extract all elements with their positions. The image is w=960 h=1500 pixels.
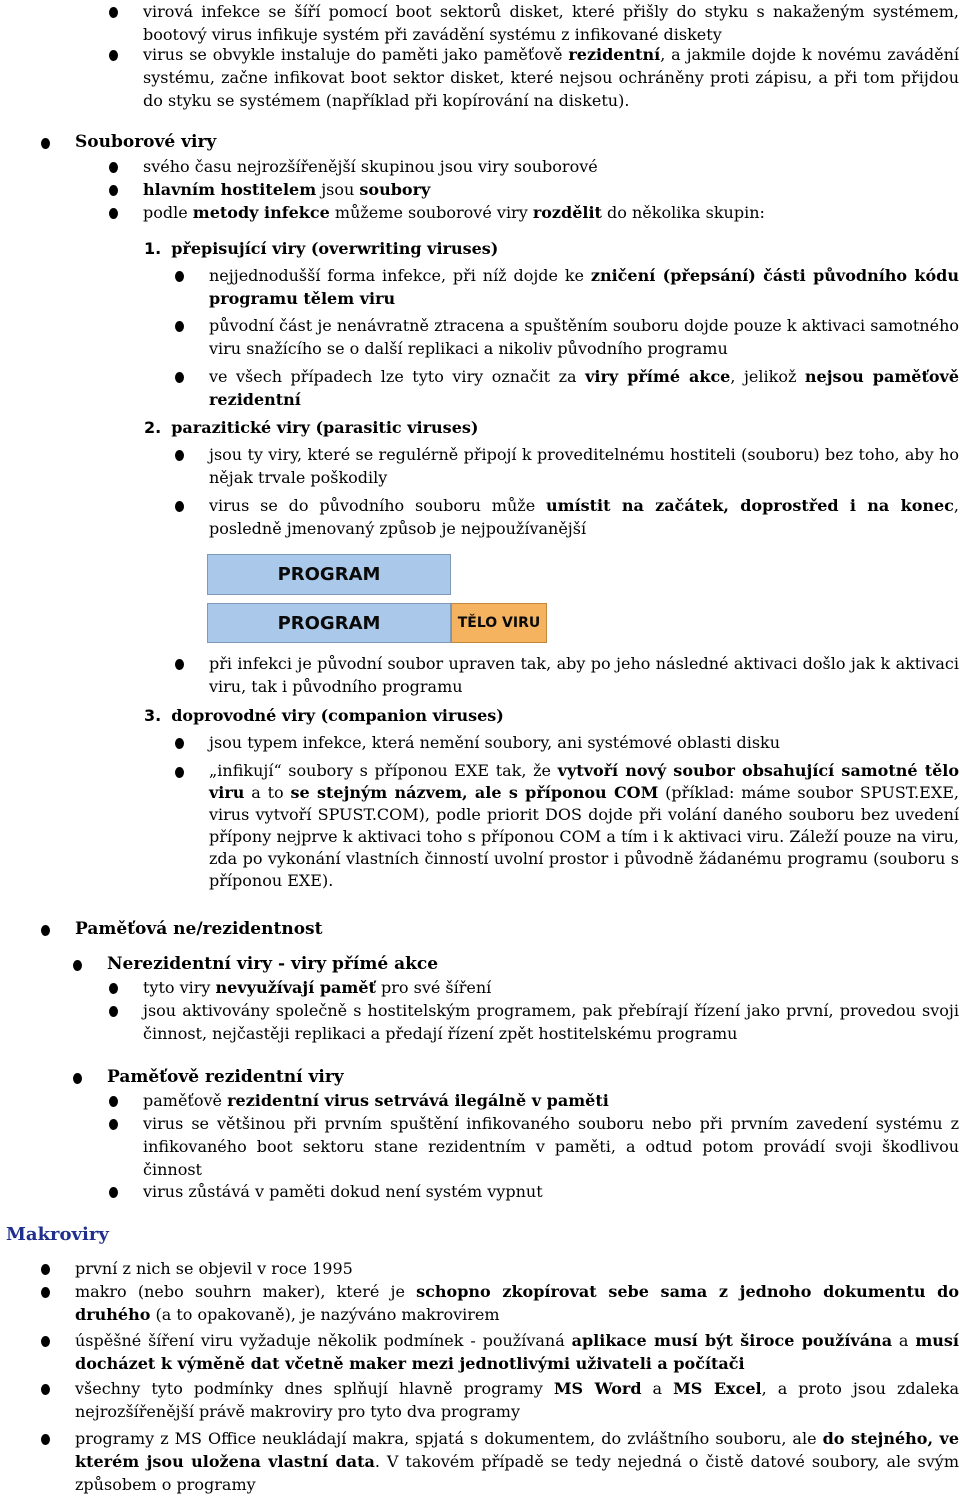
souborove-item-2 <box>143 178 959 201</box>
souborove-item-2-text: jsou <box>316 180 360 199</box>
program-box-original <box>207 554 451 595</box>
makro-item-3-text-b: a <box>892 1331 916 1350</box>
section-pametova-rezidentnost <box>75 918 955 941</box>
group-1-item-1 <box>209 264 959 310</box>
intro-bullet-1 <box>143 0 959 46</box>
nerezidentni-item-1-text-a: tyto viry <box>143 978 216 997</box>
group-3-item-2 <box>209 760 959 892</box>
group-2-item-2-text-b: , posledně jmenovaný způsob je nejpoužívanější <box>209 496 960 538</box>
rezidentni-item-2-text: virus se většinou při prvním spuštění infikovaného souboru nebo při prvním zavedení systému z infikovaného boot sektoru stane rezidentním v paměti, a odtud potom provádí svoji škodlivou činnost <box>143 1114 959 1179</box>
rezidentni-item-3-text: virus zůstává v paměti dokud není systém vypnut <box>143 1182 543 1201</box>
souborove-item-3-text-a: podle <box>143 203 193 222</box>
makro-item-4-text-a: všechny tyto podmínky dnes splňují hlavně programy <box>75 1379 554 1398</box>
group-2-item-2-text-a: virus se do původního souboru může <box>209 496 547 515</box>
rezidentni-item-1 <box>143 1089 959 1112</box>
makro-item-3-bold-a: aplikace musí být široce používána <box>571 1331 893 1350</box>
group-1-item-3-text-a: ve všech případech lze tyto viry označit za <box>209 367 586 386</box>
group-1-number: 1. <box>144 239 162 258</box>
group-3-item-2-text-c: (příklad: máme soubor SPUST.EXE, virus vytvoří SPUST.COM), podle priorit DOS dojde při volání daného souboru bez uvedení přípony nejprve k aktivaci toho s příponou COM a tím i k aktivaci viru. Záleží pouze na viru, zda po vykonání vlastních činností uvolní prostor i původně žádanému programu (souboru s příponou EXE). <box>209 783 960 890</box>
group-2-item-1 <box>209 443 959 489</box>
group-2-item-1-text: jsou ty viry, které se regulérně připojí k proveditelnému hostiteli (souboru) bez toho, aby ho nějak trvale poškodily <box>209 445 959 487</box>
makro-item-5 <box>75 1427 959 1496</box>
souborove-item-3-bold-a: metody infekce <box>192 203 330 222</box>
group-1-item-2 <box>209 314 959 360</box>
section-pametova-title: Paměťová ne/rezidentnost <box>75 919 323 939</box>
group-3-number: 3. <box>144 706 162 725</box>
heading-makroviry <box>6 1224 109 1245</box>
nerezidentni-item-1 <box>143 976 959 999</box>
group-2-title: parazitické viry (parasitic viruses) <box>171 418 479 437</box>
makro-item-2-text-b: (a to opakovaně), je nazýváno makrovirem <box>150 1305 500 1324</box>
makro-item-5-text-b: . V takovém případě se tedy nejedná o čistě datové soubory, ale svým způsobem o programy <box>75 1452 959 1494</box>
group-1-item-3-bold-a: viry přímé akce <box>585 367 731 386</box>
group-2-heading <box>144 416 478 439</box>
group-1-item-3 <box>209 365 959 411</box>
intro-bullet-2-text-end: , a jakmile dojde k novému zavádění systému, začne infikovat boot sektor disket, které nejsou ochráněny proti zápisu, a při tom přijdou do styku se systémem (například při kopírování na disketu). <box>143 45 959 110</box>
group-1-item-2-text: původní část je nenávratně ztracena a spuštěním souboru dojde pouze k aktivaci samotného viru snažícího se o další replikaci a nikoliv původního programu <box>209 316 959 358</box>
makro-item-5-bold: do stejného, ve kterém jsou uložena vlastní data <box>75 1429 960 1471</box>
souborove-item-3-bold-b: rozdělit <box>532 203 602 222</box>
subsection-nerezidentni <box>107 953 957 976</box>
makro-item-2 <box>75 1280 959 1326</box>
souborove-item-1 <box>143 155 959 178</box>
makro-item-5-text-a: programy z MS Office neukládají makra, spjatá s dokumentem, do zvláštního souboru, ale <box>75 1429 823 1448</box>
group-3-heading <box>144 704 504 727</box>
rezidentni-item-1-bold: rezidentní virus setrvává ilegálně v paměti <box>227 1091 609 1110</box>
makro-item-3-text-a: úspěšné šíření viru vyžaduje několik podmínek - používaná <box>75 1331 572 1350</box>
group-1-item-1-text: nejjednodušší forma infekce, při níž dojde ke <box>209 266 591 285</box>
group-3-item-2-bold-a: vytvoří nový soubor obsahující samotné tělo viru <box>209 761 960 802</box>
subsection-rezidentni-title: Paměťově rezidentní viry <box>107 1067 344 1087</box>
section-souborove-title: Souborové viry <box>75 132 217 152</box>
souborove-item-3-text-b: můžeme souborové viry <box>329 203 533 222</box>
souborove-item-2-bold-b: soubory <box>359 180 431 199</box>
souborove-item-3-text-c: do několika skupin: <box>601 203 765 222</box>
group-1-item-3-text-b: , jelikož <box>730 367 805 386</box>
makro-item-4-bold-b: MS Excel <box>673 1379 762 1398</box>
makro-item-1-text: první z nich se objevil v roce 1995 <box>75 1259 353 1278</box>
rezidentni-item-1-text: paměťově <box>143 1091 228 1110</box>
group-2-item-3-text: při infekci je původní soubor upraven tak, aby po jeho následné aktivaci došlo jak k aktivaci viru, tak i původního programu <box>209 654 959 696</box>
nerezidentni-item-2-text: jsou aktivovány společně s hostitelským programem, pak přebírají řízení jako první, provedou svoji činnost, nejčastěji replikaci a předají řízení zpět hostitelskému programu <box>143 1001 959 1043</box>
group-3-item-2-text-b: a to <box>244 783 291 802</box>
makro-item-4 <box>75 1377 959 1423</box>
rezidentni-item-3 <box>143 1180 959 1203</box>
virus-body-box-label: TĚLO VIRU <box>457 615 541 631</box>
subsection-nerezidentni-title: Nerezidentní viry - viry přímé akce <box>107 954 439 974</box>
group-3-item-1-text: jsou typem infekce, která nemění soubory, ani systémové oblasti disku <box>209 733 781 752</box>
virus-body-box <box>451 603 547 643</box>
nerezidentni-item-2 <box>143 999 959 1045</box>
group-2-item-2-bold: umístit na začátek, doprostřed i na konec <box>546 496 954 515</box>
heading-makroviry-text: Makroviry <box>6 1224 109 1245</box>
makro-item-2-bold: schopno zkopírovat sebe sama z jednoho dokumentu do druhého <box>75 1282 959 1324</box>
nerezidentni-item-1-bold: nevyužívají paměť <box>215 978 376 997</box>
subsection-rezidentni <box>107 1066 957 1089</box>
makro-item-3-bold-b: musí docházet k výměně dat včetně maker mezi jednotlivými uživateli a počítači <box>75 1331 959 1373</box>
intro-bullet-2 <box>143 43 959 112</box>
group-1-item-1-bold: zničení (přepsání) části původního kódu programu tělem viru <box>209 266 959 308</box>
souborove-item-2-bold-a: hlavním hostitelem <box>143 180 317 199</box>
makro-item-2-text-a: makro (nebo souhrn maker), které je <box>75 1282 417 1301</box>
makro-item-4-text-b: a <box>641 1379 674 1398</box>
nerezidentni-item-1-text-b: pro své šíření <box>375 978 492 997</box>
group-3-item-2-bold-b: se stejným názvem, ale s příponou COM <box>290 783 659 802</box>
group-2-item-2 <box>209 494 959 540</box>
group-2-item-3 <box>209 652 959 698</box>
group-3-item-1 <box>209 731 959 754</box>
makro-item-3 <box>75 1329 959 1375</box>
group-1-heading <box>144 237 498 260</box>
makro-item-4-text-c: , a proto jsou zdaleka nejrozšířenější právě makroviry pro tyto dva programy <box>75 1379 959 1421</box>
group-1-title: přepisující viry (overwriting viruses) <box>171 239 499 258</box>
makro-item-1 <box>75 1257 959 1280</box>
makro-item-4-bold-a: MS Word <box>553 1379 642 1398</box>
group-2-number: 2. <box>144 418 162 437</box>
rezidentni-item-2 <box>143 1112 959 1181</box>
group-1-item-3-bold-b: nejsou paměťově rezidentní <box>209 367 959 409</box>
group-3-item-2-text-a: „infikují“ soubory s příponou EXE tak, že <box>209 761 558 780</box>
program-box-infected <box>207 603 451 643</box>
program-box-original-label: PROGRAM <box>277 564 381 585</box>
program-box-infected-label: PROGRAM <box>277 612 381 634</box>
group-3-title: doprovodné viry (companion viruses) <box>171 706 504 725</box>
souborove-item-1-text: svého času nejrozšířenější skupinou jsou viry souborové <box>143 157 598 176</box>
souborove-item-3 <box>143 201 959 224</box>
intro-bullet-2-text: virus se obvykle instaluje do paměti jako paměťově <box>143 45 569 64</box>
intro-bullet-1-text: virová infekce se šíří pomocí boot sektorů disket, které přišly do styku s nakaženým systémem, bootový virus infikuje systém při zavádění systému z infikované diskety <box>143 2 959 44</box>
intro-bullet-2-bold: rezidentní <box>568 45 661 64</box>
section-souborove-viry <box>75 131 955 154</box>
